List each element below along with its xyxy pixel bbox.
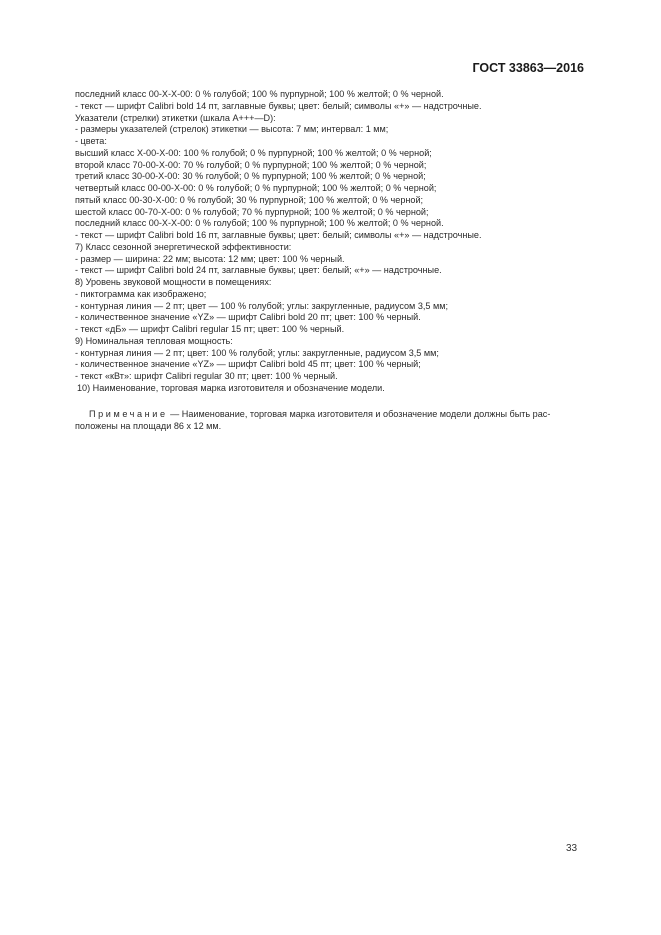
text-line: - контурная линия — 2 пт; цвет: 100 % голубой; углы: закругленные, радиусом 3,5 мм; — [75, 347, 439, 358]
note-line-2: положены на площади 86 х 12 мм. — [75, 420, 222, 431]
text-line: шестой класс 00-70-Х-00: 0 % голубой; 70 % пурпурной; 100 % желтой; 0 % черной; — [75, 206, 429, 217]
document-body — [75, 89, 595, 395]
text-line: - цвета: — [75, 136, 107, 146]
section-heading: 7) Класс сезонной энергетической эффективности: — [75, 241, 292, 252]
text-line: - текст — шрифт Calibri bold 16 пт, заглавные буквы; цвет: белый; символы «+» — надстрочные. — [75, 230, 482, 240]
note-block — [75, 409, 585, 433]
text-line: второй класс 70-00-Х-00: 70 % голубой; 0 % пурпурной; 100 % желтой; 0 % черной; — [75, 159, 427, 170]
section-heading: 10) Наименование, торговая марка изготовителя и обозначение модели. — [77, 382, 385, 393]
text-line: - текст «дБ» — шрифт Calibri regular 15 пт; цвет: 100 % черный. — [75, 324, 345, 334]
document-header-gost-id: ГОСТ 33863—2016 — [472, 61, 584, 75]
note-label: Примечание — [89, 409, 168, 419]
section-heading: 9) Номинальная тепловая мощность: — [75, 335, 233, 346]
text-line: Указатели (стрелки) этикетки (шкала А+++—D): — [75, 112, 276, 123]
note-line-1 — [75, 409, 585, 421]
section-heading: 8) Уровень звуковой мощности в помещениях: — [75, 277, 272, 287]
text-line: - текст — шрифт Calibri bold 24 пт, заглавные буквы; цвет: белый; «+» — надстрочные. — [75, 265, 442, 276]
page-number: 33 — [566, 843, 578, 854]
note-text: — Наименование, торговая марка изготовителя и обозначение модели должны быть рас- — [167, 409, 551, 419]
text-line: - пиктограмма как изображено; — [75, 288, 207, 299]
text-line: - размер — ширина: 22 мм; высота: 12 мм; цвет: 100 % черный. — [75, 253, 345, 264]
text-line: - текст «кВт»: шрифт Calibri regular 30 пт; цвет: 100 % черный. — [75, 371, 338, 381]
text-line: последний класс 00-Х-Х-00: 0 % голубой; 100 % пурпурной; 100 % желтой; 0 % черной. — [75, 89, 444, 99]
text-line: - количественное значение «YZ» — шрифт Calibri bold 45 пт; цвет: 100 % черный; — [75, 359, 421, 370]
text-line: пятый класс 00-30-Х-00: 0 % голубой; 30 % пурпурной; 100 % желтой; 0 % черной; — [75, 194, 424, 205]
text-line: - размеры указателей (стрелок) этикетки — высота: 7 мм; интервал: 1 мм; — [75, 124, 389, 135]
text-line: третий класс 30-00-Х-00: 30 % голубой; 0 % пурпурной; 100 % желтой; 0 % черной; — [75, 171, 426, 182]
text-line: последний класс 00-Х-Х-00: 0 % голубой; 100 % пурпурной; 100 % желтой; 0 % черной. — [75, 218, 444, 229]
text-line: - количественное значение «YZ» — шрифт Calibri bold 20 пт; цвет: 100 % черный. — [75, 312, 421, 323]
text-line: - текст — шрифт Calibri bold 14 пт, заглавные буквы; цвет: белый; символы «+» — надстрочные. — [75, 100, 482, 111]
text-line: - контурная линия — 2 пт; цвет — 100 % голубой; углы: закругленные, радиусом 3,5 мм; — [75, 300, 449, 311]
text-line: высший класс Х-00-Х-00: 100 % голубой; 0 % пурпурной; 100 % желтой; 0 % черной; — [75, 147, 432, 158]
text-line: четвертый класс 00-00-Х-00: 0 % голубой; 0 % пурпурной; 100 % желтой; 0 % черной; — [75, 183, 437, 193]
